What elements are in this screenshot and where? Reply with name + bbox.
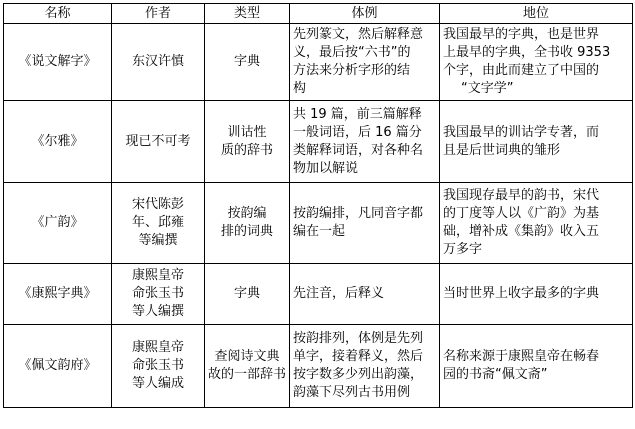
cell-text: 《佩文韵府》 [18, 358, 97, 373]
cell-text: 按韵排列，体例是先列 [293, 331, 424, 346]
cell-text: 按韵编 [227, 206, 267, 221]
cell-text: 当时世界上收字最多的字典 [443, 286, 600, 301]
cell-text: 《广韵》 [31, 215, 84, 230]
cell-text: 方法来分析字形的结 [293, 63, 411, 78]
cell-text: 万多字 [443, 242, 483, 257]
cell-position [440, 101, 633, 183]
cell-text: 编在一起 [293, 224, 346, 239]
cell-format [290, 325, 440, 408]
cell-text: 命张玉书 [131, 358, 184, 373]
cell-author [112, 183, 205, 264]
cell-text: 共 19 篇，前三篇解释 [293, 106, 422, 122]
dictionary-table [3, 3, 633, 408]
cell-text: 命张玉书 [131, 286, 184, 301]
cell-type [205, 183, 290, 264]
cell-text: 字典 [233, 54, 260, 69]
cell-text: 我国最早的训诂学专著，而 [443, 124, 600, 140]
cell-text: 质的辞书 [220, 142, 273, 158]
cell-format [290, 183, 440, 264]
table-row [4, 183, 633, 264]
cell-name [4, 24, 112, 101]
cell-text: 我国最早的字典，也是世界 [443, 27, 600, 42]
cell-text: 按韵编排，凡同音字都 [293, 206, 424, 221]
cell-text: 先列篆文，然后解释意 [293, 27, 424, 42]
cell-text: 物加以解说 [293, 160, 359, 176]
cell-position [440, 325, 633, 408]
cell-position [440, 183, 633, 264]
cell-format [290, 24, 440, 101]
cell-text: 个字，由此而建立了中国的 [443, 63, 600, 78]
cell-text: 一般词语，后 16 篇分 [293, 124, 422, 140]
header-position: 地位 [440, 4, 633, 24]
cell-author [112, 264, 205, 325]
cell-text: 排的词典 [220, 224, 273, 239]
cell-text: 义，最后按“六书”的 [293, 45, 411, 60]
table-row [4, 264, 633, 325]
cell-text: 现已不可考 [125, 133, 191, 149]
table-row [4, 24, 633, 101]
cell-text: 上最早的字典，全书收 9353 [443, 45, 611, 60]
header-name: 名称 [4, 4, 112, 24]
cell-position [440, 24, 633, 101]
cell-text: 等编撰 [138, 233, 178, 248]
cell-text: 构 [293, 81, 307, 96]
cell-text: 类解释词语，对各种名 [293, 142, 424, 158]
cell-name [4, 325, 112, 408]
cell-name [4, 101, 112, 183]
header-format: 体例 [290, 4, 440, 24]
cell-author [112, 101, 205, 183]
cell-text: 东汉许慎 [131, 54, 184, 69]
table-row [4, 101, 633, 183]
cell-position [440, 264, 633, 325]
cell-text: 先注音，后释义 [293, 286, 385, 301]
cell-format [290, 264, 440, 325]
header-type: 类型 [205, 4, 290, 24]
cell-text: 础，增补成《集韵》收入五 [443, 224, 600, 239]
cell-text: 《说文解字》 [18, 54, 97, 69]
cell-text: 名称来源于康熙皇帝在畅春 [443, 349, 600, 364]
cell-text: 字典 [233, 286, 260, 301]
cell-format [290, 101, 440, 183]
header-author: 作者 [112, 4, 205, 24]
cell-text: 韵藻下尽列古书用例 [293, 385, 411, 400]
cell-text: 《康熙字典》 [18, 286, 97, 301]
cell-text: 按字数多少列出韵藻， [293, 367, 424, 382]
cell-name [4, 183, 112, 264]
cell-text: 等人编成 [131, 376, 184, 391]
cell-type [205, 325, 290, 408]
cell-text: 查阅诗文典 [214, 349, 280, 364]
cell-text: 单字，接着释义，然后 [293, 349, 424, 364]
cell-text: 等人编撰 [131, 304, 184, 319]
cell-text: 园的书斋“佩文斋” [443, 367, 548, 382]
cell-text: 年、邱雍 [131, 215, 184, 230]
cell-text: 康熙皇帝 [131, 340, 184, 355]
cell-type [205, 101, 290, 183]
cell-text: 康熙皇帝 [131, 268, 184, 283]
cell-author [112, 24, 205, 101]
cell-text: 我国现存最早的韵书，宋代 [443, 188, 600, 203]
cell-text: 故的一部辞书 [208, 367, 287, 382]
cell-type [205, 264, 290, 325]
cell-text: 且是后世词典的雏形 [443, 142, 561, 158]
cell-name [4, 264, 112, 325]
table-row [4, 325, 633, 408]
cell-text: 宋代陈彭 [131, 197, 184, 212]
cell-type [205, 24, 290, 101]
cell-author [112, 325, 205, 408]
cell-text: 训诂性 [227, 124, 267, 140]
table-header-row [4, 4, 633, 24]
cell-text: “文字学” [461, 81, 514, 96]
cell-text: 的丁度等人以《广韵》为基 [443, 206, 600, 221]
cell-text: 《尔雅》 [31, 133, 84, 149]
